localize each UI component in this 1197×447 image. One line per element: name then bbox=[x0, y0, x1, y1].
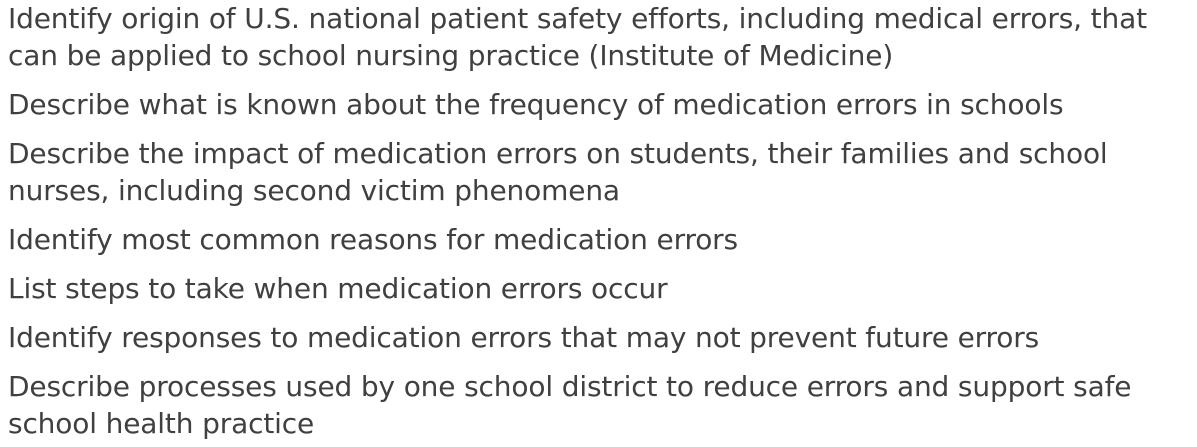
objective-item: Describe the impact of medication errors on students, their families and school nurses, including second victim phenomena bbox=[8, 137, 1108, 207]
objective-item: Identify most common reasons for medication errors bbox=[8, 223, 738, 256]
slide-content bbox=[8, 0, 1193, 447]
objective-item: List steps to take when medication errors occur bbox=[8, 272, 668, 305]
objectives-list bbox=[8, 0, 1193, 442]
objective-item: Describe processes used by one school district to reduce errors and support safe school health practice bbox=[8, 370, 1132, 440]
objective-item: Identify origin of U.S. national patient safety efforts, including medical errors, that can be applied to school nursing practice (Institute of Medicine) bbox=[8, 2, 1147, 72]
objective-item: Describe what is known about the frequency of medication errors in schools bbox=[8, 88, 1064, 121]
objective-item: Identify responses to medication errors that may not prevent future errors bbox=[8, 321, 1040, 354]
